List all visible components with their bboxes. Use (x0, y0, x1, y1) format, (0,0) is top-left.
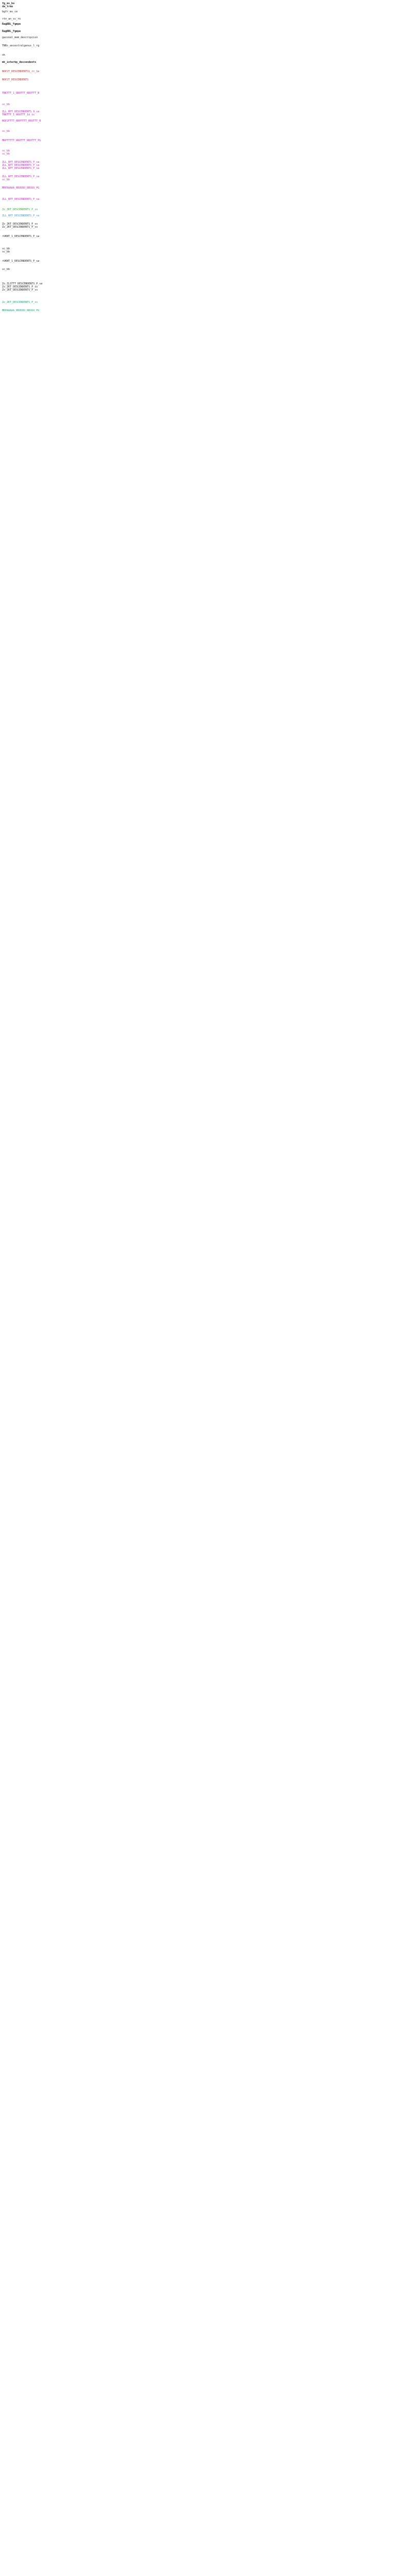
text-fragment (2, 2, 63, 8)
text-fragment (2, 10, 63, 13)
text-fragment (2, 30, 63, 33)
text-line: bgfr_ms_ce (2, 10, 18, 13)
text-line: gaconal_mem_descripcion (2, 36, 38, 39)
text-line: Zo_ZKT_DESCENDENTS_P_ss (2, 223, 38, 226)
text-fragment (2, 36, 63, 39)
text-fragment (2, 223, 63, 229)
text-fragment (2, 54, 63, 57)
text-fragment (2, 103, 63, 106)
text-fragment (2, 92, 63, 95)
text-line: sc_bb (2, 268, 10, 271)
text-line: ZLL_RPT_DESCENDENTS_P_sa (2, 198, 40, 201)
text-fragment (2, 309, 63, 312)
text-line: Zo_ZLSTTT_DESCENDENTS_P_sa (2, 282, 43, 285)
text-line: rUKNT_1_DESCENDENTS_P_sa (2, 235, 40, 238)
text-line: sc_bb (2, 130, 10, 133)
text-fragment (2, 18, 63, 21)
text-fragment (2, 187, 63, 190)
text-line: RagBBL_Fgmpe (2, 30, 21, 33)
text-fragment (2, 214, 63, 217)
text-line: TNRs_ancestralgenus_l_rg (2, 44, 40, 47)
text-line: TNKTTT_1_RROTTT_RROTTT_B (2, 92, 40, 95)
text-fragment (2, 130, 63, 133)
text-line: da_tree (2, 5, 13, 8)
text-line: MRPAAAAA_RRUUUU_RRUUU_PG (2, 309, 40, 312)
text-line: Zo_ZKT_DESCENDENTS_P_ss (2, 289, 38, 292)
text-fragment (2, 268, 63, 271)
text-line: sc_bb (2, 178, 10, 181)
text-line: ZLL_RPT_DESCENDENTS_9_sa (2, 110, 40, 113)
text-line: ZLL_RPT_DESCENDENTS_P_sa (2, 214, 40, 217)
text-fragment (2, 198, 63, 201)
text-fragment (2, 260, 63, 263)
text-line: sc_bb (2, 103, 10, 106)
text-line: rtn_an_sc_ro (2, 18, 21, 21)
text-line: RagBBL_Fgmpe (2, 23, 21, 26)
text-fragment (2, 282, 63, 292)
text-line: sc_bb (2, 149, 10, 152)
text-line: Zo_ZKT_DESCENDENTS_P_ss (2, 226, 38, 229)
text-line: ZLL_RPT_DESCENDENTS_P_sa (2, 175, 40, 178)
text-line: fg_ms_bo (2, 2, 15, 5)
text-fragment (2, 235, 63, 238)
text-line: MRPAAAAA_RRUUUU_RRUUU_PG (2, 187, 40, 190)
text-fragment (2, 44, 63, 47)
text-line: rUKNT_1_DESCENDENTS_P_sa (2, 260, 40, 263)
text-line: NOP2PTTT_RRPPTTT_RRUTTT_B (2, 120, 41, 123)
text-line: sc_bb (2, 250, 10, 253)
text-line: ok (2, 54, 6, 57)
text-fragment (2, 161, 63, 170)
text-line: ZLL_RPT_DESCENDENTS_P_sa (2, 167, 40, 170)
text-fragment (2, 149, 63, 156)
text-fragment (2, 78, 63, 81)
text-line: Zo_ZKT_DESCENDENTS_P_ss (2, 301, 38, 304)
text-fragment (2, 120, 63, 123)
text-line: ZLL_RPT_DESCENDENTS_P_sa (2, 161, 40, 164)
text-line: NOP2T_DESCENDENTS1_rr_1e (2, 70, 40, 73)
text-fragment (2, 208, 63, 211)
text-line: MRPTTTTT_RRUTTT_RRUTTT_PG (2, 139, 41, 142)
text-line: Zo_ZKT_DESCENDENTS_P_ss (2, 208, 38, 211)
text-line: sc_bb (2, 152, 10, 156)
text-fragment (2, 110, 63, 116)
text-fragment (2, 23, 63, 26)
text-fragment (2, 70, 63, 73)
text-fragment (2, 61, 63, 64)
text-fragment (2, 247, 63, 253)
text-line: NOP2T_DESCENDENTS (2, 78, 29, 81)
text-line: Zo_ZKT_DESCENDENTS_P_ss (2, 285, 38, 289)
text-fragment (2, 175, 63, 181)
text-line: TNKTTT_1_RRUTTT_1d_sc (2, 113, 35, 116)
text-line: ZLL_RPT_DESCENDENTS_P_sa (2, 164, 40, 167)
text-fragment (2, 139, 63, 142)
text-line: sc_bb (2, 247, 10, 250)
text-line: mk_interbp_descendents (2, 61, 37, 64)
text-fragment (2, 301, 63, 304)
